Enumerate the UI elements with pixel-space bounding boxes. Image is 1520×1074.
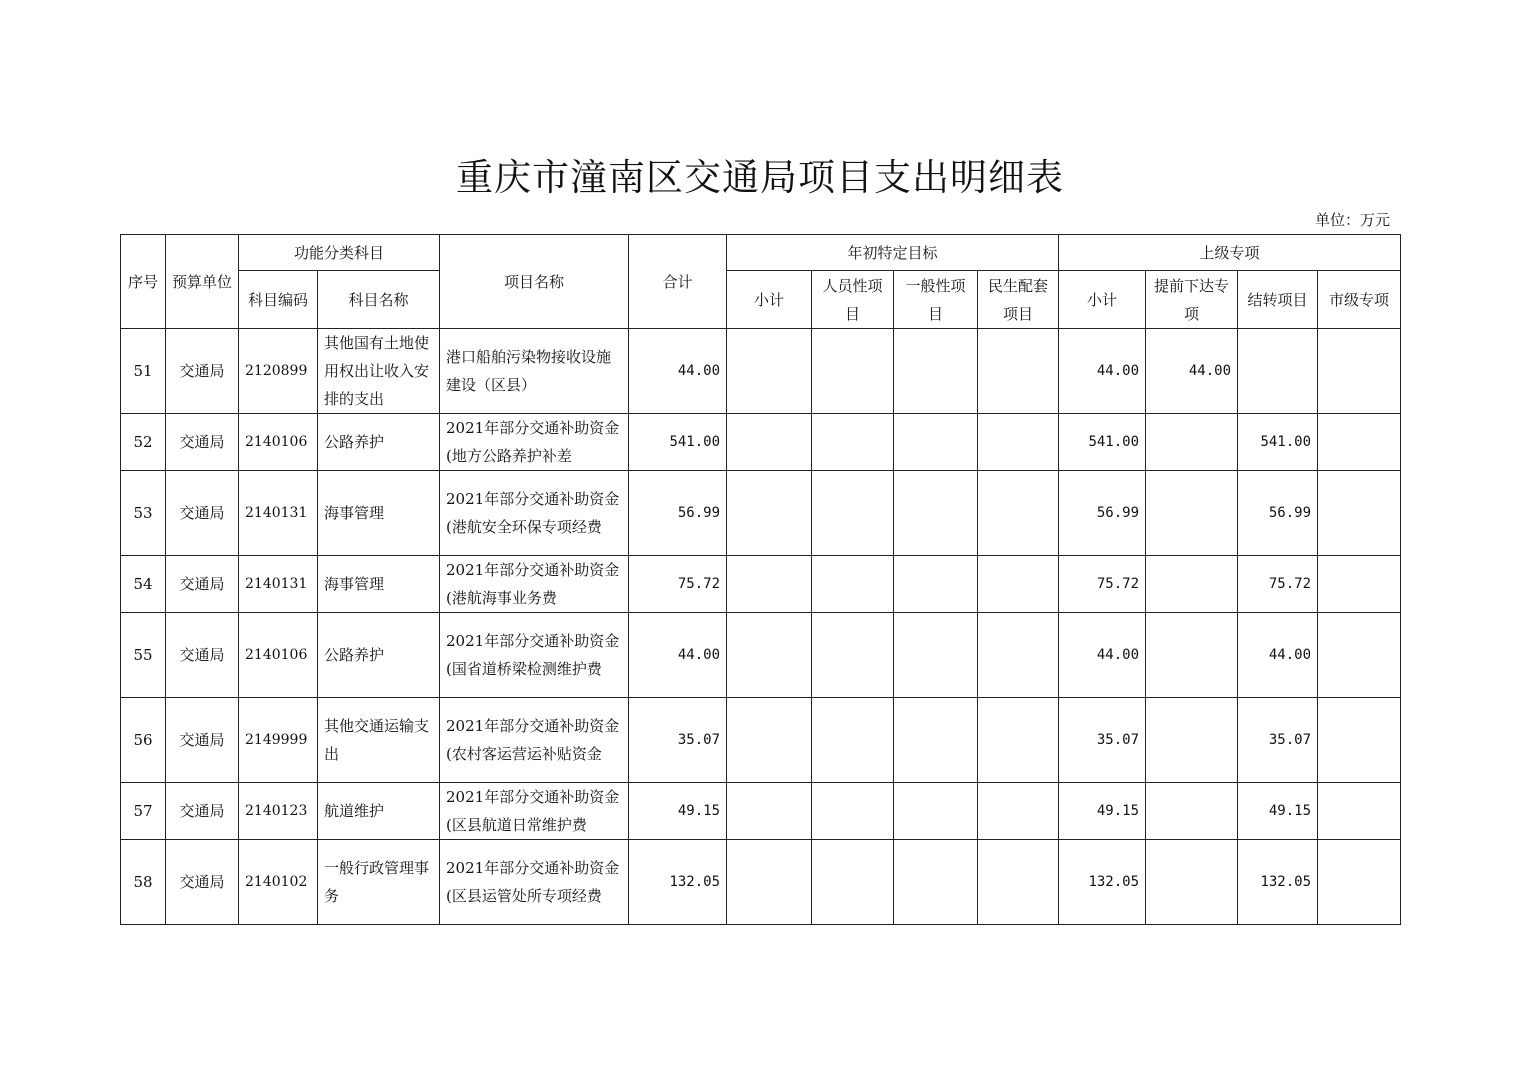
cell-dept: 交通局 xyxy=(166,840,239,925)
cell-subject: 公路养护 xyxy=(318,613,440,698)
cell-code: 2140123 xyxy=(239,783,318,840)
cell-annual-subtotal xyxy=(727,414,812,471)
cell-dept: 交通局 xyxy=(166,471,239,556)
cell-project: 2021年部分交通补助资金(港航海事业务费 xyxy=(440,556,629,613)
cell-upper-city xyxy=(1318,613,1401,698)
cell-subject: 海事管理 xyxy=(318,471,440,556)
cell-upper-carryover: 35.07 xyxy=(1238,698,1318,783)
cell-upper-subtotal: 44.00 xyxy=(1059,613,1146,698)
cell-annual-livelihood xyxy=(978,840,1059,925)
header-func-name: 科目名称 xyxy=(318,271,440,329)
cell-upper-city xyxy=(1318,414,1401,471)
cell-total: 35.07 xyxy=(629,698,727,783)
cell-annual-general xyxy=(894,471,978,556)
cell-total: 44.00 xyxy=(629,613,727,698)
cell-upper-carryover: 75.72 xyxy=(1238,556,1318,613)
cell-code: 2140106 xyxy=(239,613,318,698)
header-project: 项目名称 xyxy=(440,235,629,329)
cell-annual-livelihood xyxy=(978,471,1059,556)
cell-annual-general xyxy=(894,613,978,698)
cell-annual-general xyxy=(894,698,978,783)
cell-dept: 交通局 xyxy=(166,414,239,471)
header-upper-city: 市级专项 xyxy=(1318,271,1401,329)
cell-upper-carryover: 56.99 xyxy=(1238,471,1318,556)
cell-project: 2021年部分交通补助资金(区县航道日常维护费 xyxy=(440,783,629,840)
cell-annual-subtotal xyxy=(727,840,812,925)
header-upper-subtotal: 小计 xyxy=(1059,271,1146,329)
table-row xyxy=(121,698,1401,783)
cell-annual-personnel xyxy=(812,329,894,414)
cell-code: 2140131 xyxy=(239,471,318,556)
cell-upper-advance xyxy=(1146,840,1238,925)
cell-upper-city xyxy=(1318,471,1401,556)
cell-annual-subtotal xyxy=(727,783,812,840)
cell-subject: 海事管理 xyxy=(318,556,440,613)
cell-upper-subtotal: 132.05 xyxy=(1059,840,1146,925)
table-row xyxy=(121,783,1401,840)
cell-upper-carryover: 541.00 xyxy=(1238,414,1318,471)
cell-seq: 57 xyxy=(121,783,166,840)
cell-upper-advance xyxy=(1146,698,1238,783)
cell-annual-livelihood xyxy=(978,783,1059,840)
cell-total: 75.72 xyxy=(629,556,727,613)
cell-upper-city xyxy=(1318,840,1401,925)
table-row xyxy=(121,556,1401,613)
cell-upper-advance xyxy=(1146,414,1238,471)
cell-seq: 55 xyxy=(121,613,166,698)
cell-annual-personnel xyxy=(812,783,894,840)
cell-subject: 其他交通运输支出 xyxy=(318,698,440,783)
cell-upper-subtotal: 35.07 xyxy=(1059,698,1146,783)
cell-total: 49.15 xyxy=(629,783,727,840)
cell-seq: 58 xyxy=(121,840,166,925)
cell-seq: 52 xyxy=(121,414,166,471)
project-expenditure-table xyxy=(120,234,1401,925)
cell-project: 2021年部分交通补助资金(港航安全环保专项经费 xyxy=(440,471,629,556)
cell-upper-carryover: 49.15 xyxy=(1238,783,1318,840)
cell-upper-subtotal: 541.00 xyxy=(1059,414,1146,471)
header-func-code: 科目编码 xyxy=(239,271,318,329)
table-row xyxy=(121,840,1401,925)
cell-upper-subtotal: 75.72 xyxy=(1059,556,1146,613)
header-annual-personnel: 人员性项目 xyxy=(812,271,894,329)
cell-annual-livelihood xyxy=(978,613,1059,698)
table-row xyxy=(121,471,1401,556)
header-upper-advance: 提前下达专项 xyxy=(1146,271,1238,329)
cell-dept: 交通局 xyxy=(166,698,239,783)
cell-subject: 公路养护 xyxy=(318,414,440,471)
cell-annual-subtotal xyxy=(727,698,812,783)
cell-annual-general xyxy=(894,840,978,925)
cell-annual-subtotal xyxy=(727,613,812,698)
header-upper-carryover: 结转项目 xyxy=(1238,271,1318,329)
cell-upper-advance: 44.00 xyxy=(1146,329,1238,414)
cell-annual-general xyxy=(894,783,978,840)
table-body xyxy=(121,329,1401,925)
cell-upper-advance xyxy=(1146,471,1238,556)
cell-annual-general xyxy=(894,414,978,471)
cell-code: 2140131 xyxy=(239,556,318,613)
header-annual-livelihood: 民生配套项目 xyxy=(978,271,1059,329)
cell-total: 44.00 xyxy=(629,329,727,414)
cell-annual-general xyxy=(894,556,978,613)
cell-code: 2140102 xyxy=(239,840,318,925)
cell-dept: 交通局 xyxy=(166,783,239,840)
cell-annual-livelihood xyxy=(978,698,1059,783)
cell-dept: 交通局 xyxy=(166,556,239,613)
header-annual-general: 一般性项目 xyxy=(894,271,978,329)
cell-upper-city xyxy=(1318,698,1401,783)
cell-annual-personnel xyxy=(812,414,894,471)
page-title: 重庆市潼南区交通局项目支出明细表 xyxy=(456,156,1064,199)
cell-total: 541.00 xyxy=(629,414,727,471)
header-annual-group: 年初特定目标 xyxy=(727,235,1059,271)
cell-annual-subtotal xyxy=(727,471,812,556)
unit-label: 单位：万元 xyxy=(1314,211,1390,229)
cell-seq: 56 xyxy=(121,698,166,783)
cell-seq: 53 xyxy=(121,471,166,556)
cell-annual-personnel xyxy=(812,613,894,698)
cell-project: 2021年部分交通补助资金(区县运管处所专项经费 xyxy=(440,840,629,925)
cell-upper-subtotal: 56.99 xyxy=(1059,471,1146,556)
cell-project: 2021年部分交通补助资金(国省道桥梁检测维护费 xyxy=(440,613,629,698)
cell-annual-livelihood xyxy=(978,329,1059,414)
cell-upper-city xyxy=(1318,783,1401,840)
cell-code: 2140106 xyxy=(239,414,318,471)
cell-upper-carryover xyxy=(1238,329,1318,414)
header-annual-subtotal: 小计 xyxy=(727,271,812,329)
cell-upper-subtotal: 49.15 xyxy=(1059,783,1146,840)
cell-upper-advance xyxy=(1146,613,1238,698)
cell-annual-livelihood xyxy=(978,556,1059,613)
cell-annual-livelihood xyxy=(978,414,1059,471)
table-row xyxy=(121,329,1401,414)
cell-project: 2021年部分交通补助资金(地方公路养护补差 xyxy=(440,414,629,471)
cell-upper-subtotal: 44.00 xyxy=(1059,329,1146,414)
cell-annual-personnel xyxy=(812,471,894,556)
cell-code: 2120899 xyxy=(239,329,318,414)
cell-code: 2149999 xyxy=(239,698,318,783)
cell-upper-advance xyxy=(1146,556,1238,613)
cell-dept: 交通局 xyxy=(166,329,239,414)
cell-seq: 51 xyxy=(121,329,166,414)
cell-annual-general xyxy=(894,329,978,414)
cell-upper-city xyxy=(1318,556,1401,613)
table-row xyxy=(121,414,1401,471)
cell-subject: 一般行政管理事务 xyxy=(318,840,440,925)
header-seq: 序号 xyxy=(121,235,166,329)
cell-annual-subtotal xyxy=(727,556,812,613)
cell-subject: 航道维护 xyxy=(318,783,440,840)
cell-project: 2021年部分交通补助资金(农村客运营运补贴资金 xyxy=(440,698,629,783)
header-func-group: 功能分类科目 xyxy=(239,235,440,271)
header-upper-group: 上级专项 xyxy=(1059,235,1401,271)
cell-upper-carryover: 44.00 xyxy=(1238,613,1318,698)
cell-annual-personnel xyxy=(812,840,894,925)
header-total: 合计 xyxy=(629,235,727,329)
cell-annual-subtotal xyxy=(727,329,812,414)
cell-upper-carryover: 132.05 xyxy=(1238,840,1318,925)
cell-seq: 54 xyxy=(121,556,166,613)
cell-annual-personnel xyxy=(812,698,894,783)
header-dept: 预算单位 xyxy=(166,235,239,329)
cell-subject: 其他国有土地使用权出让收入安排的支出 xyxy=(318,329,440,414)
cell-total: 132.05 xyxy=(629,840,727,925)
cell-dept: 交通局 xyxy=(166,613,239,698)
cell-project: 港口船舶污染物接收设施建设（区县） xyxy=(440,329,629,414)
table-row xyxy=(121,613,1401,698)
cell-total: 56.99 xyxy=(629,471,727,556)
cell-upper-city xyxy=(1318,329,1401,414)
cell-upper-advance xyxy=(1146,783,1238,840)
cell-annual-personnel xyxy=(812,556,894,613)
